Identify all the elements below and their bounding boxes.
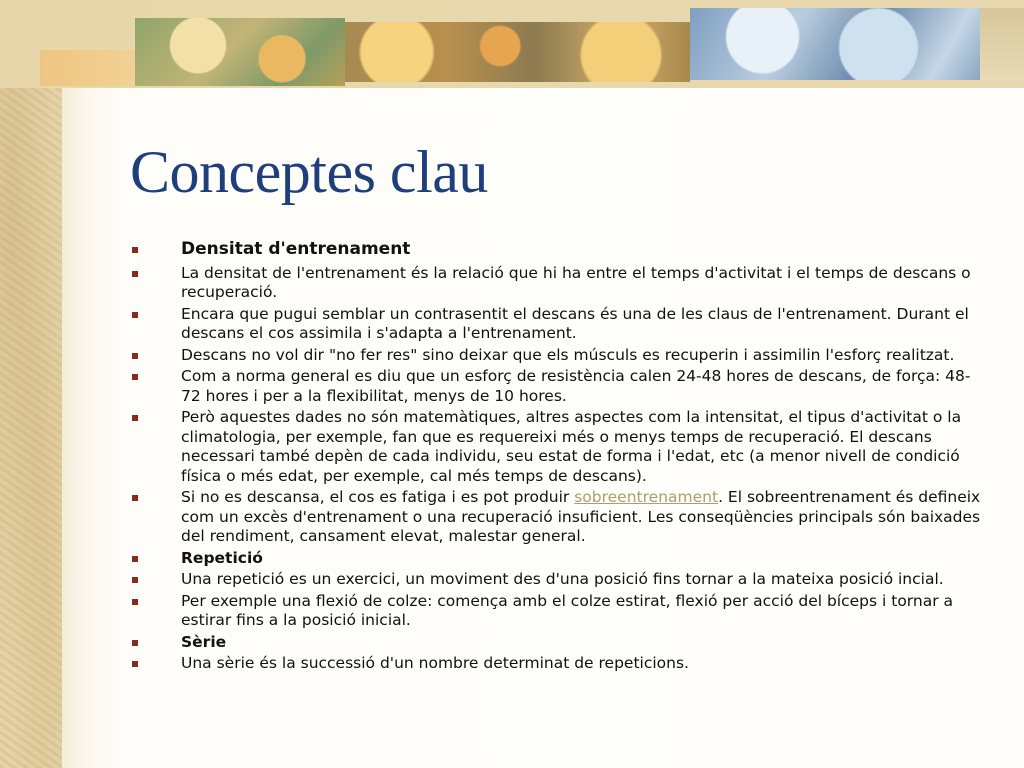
bullet-item: Si no es descansa, el cos es fatiga i es pot produir sobreentrenament. El sobreentrenament és defineix com un excès d'entrenament o una recuperació insuficient. Les conseqüències principals són baixades del rendiment, cansament elevat, malestar general. <box>130 488 990 547</box>
bullet-square-icon <box>132 556 138 562</box>
bullet-square-icon <box>132 640 138 646</box>
bullet-heading-repeticio: Repetició <box>130 549 990 569</box>
banner-tile-blue <box>690 8 980 80</box>
bullet-item: Encara que pugui semblar un contrasentit el descans és una de les claus de l'entrenament. Durant el descans el cos assimila i s'adapta a l'entrenament. <box>130 305 990 344</box>
bullet-square-icon <box>132 495 138 501</box>
bullet-square-icon <box>132 247 138 253</box>
bullet-item: Descans no vol dir "no fer res" sino deixar que els músculs es recuperin i assimilin l'esforç realitzat. <box>130 346 990 366</box>
parchment-border <box>0 0 62 768</box>
slide-title: Conceptes clau <box>130 139 488 205</box>
bullet-list <box>130 240 990 676</box>
bullet-item: Una repetició es un exercici, un moviment des d'una posició fins tornar a la mateixa posició incial. <box>130 570 990 590</box>
bullet-square-icon <box>132 599 138 605</box>
bullet-item: La densitat de l'entrenament és la relació que hi ha entre el temps d'activitat i el temps de descans o recuperació. <box>130 264 990 303</box>
bullet-square-icon <box>132 661 138 667</box>
bullet-heading-serie: Sèrie <box>130 633 990 653</box>
bullet-square-icon <box>132 577 138 583</box>
banner-tile-autumn <box>345 22 690 82</box>
bullet-square-icon <box>132 415 138 421</box>
bullet-square-icon <box>132 374 138 380</box>
decorative-banner <box>0 0 1024 88</box>
bullet-item: Per exemple una flexió de colze: comença amb el colze estirat, flexió per acció del bíceps i tornar a estirar fins a la posició inicial. <box>130 592 990 631</box>
banner-tile-edge <box>980 8 1024 80</box>
bullet-heading-densitat: Densitat d'entrenament <box>130 240 990 260</box>
banner-tile-leaves <box>135 18 345 86</box>
bullet-item: Però aquestes dades no són matemàtiques, altres aspectes com la intensitat, el tipus d'activitat o la climatologia, per exemple, fan que es requereixi més o menys temps de recuperació. El descans necessari també depèn de cada individu, seu estat de forma i l'edat, etc (a menor nivell de condició física o més edat, per exemple, cal més temps de descans). <box>130 408 990 486</box>
bullet-square-icon <box>132 312 138 318</box>
sobreentrenament-link[interactable]: sobreentrenament <box>574 488 719 506</box>
bullet-square-icon <box>132 271 138 277</box>
bullet-item: Com a norma general es diu que un esforç de resistència calen 24-48 hores de descans, de força: 48-72 hores i per a la flexibilitat, menys de 10 hores. <box>130 367 990 406</box>
bullet-item: Una sèrie és la successió d'un nombre determinat de repeticions. <box>130 654 990 674</box>
bullet-square-icon <box>132 353 138 359</box>
